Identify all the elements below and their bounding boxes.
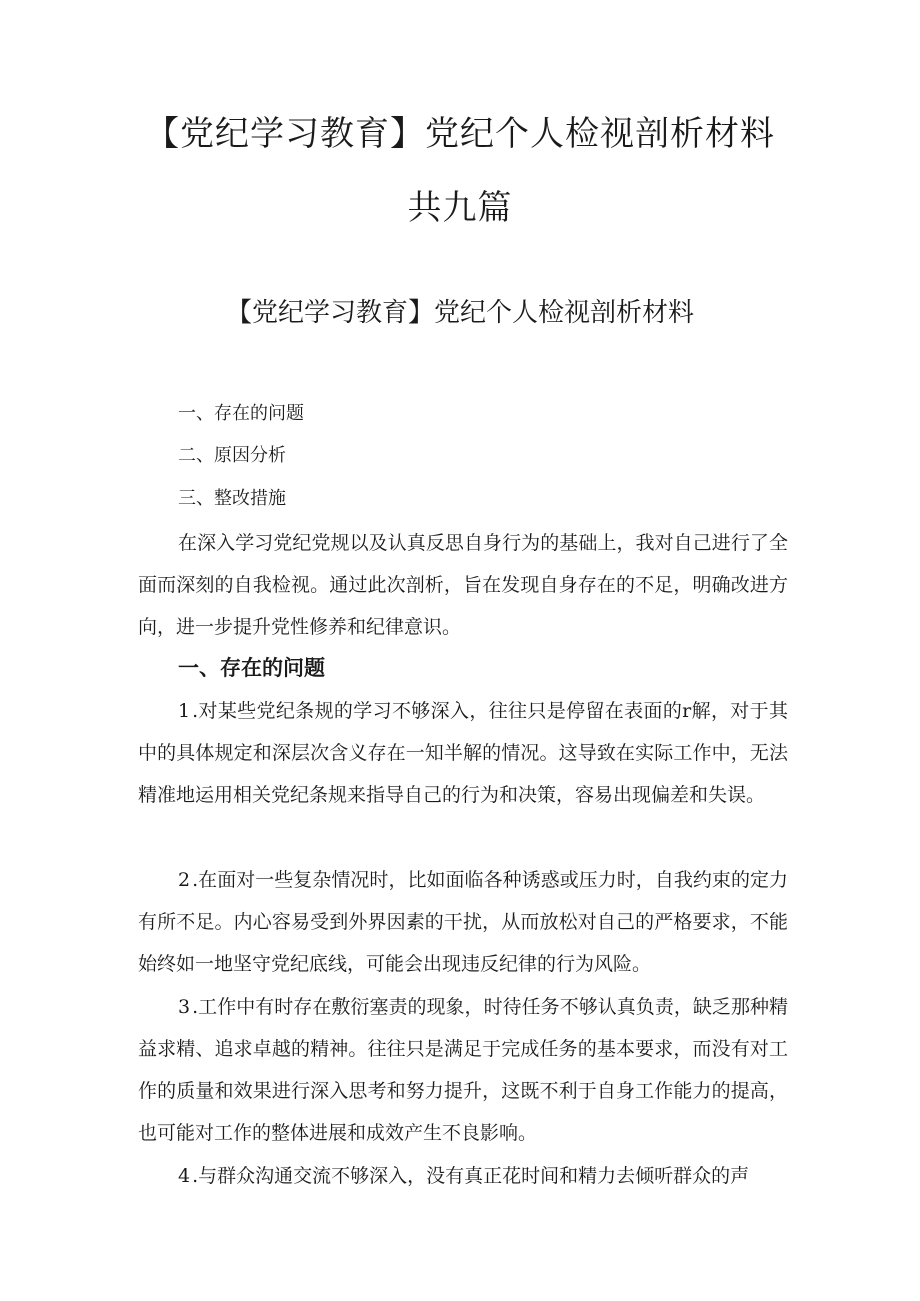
- item-number: 2: [178, 869, 191, 891]
- toc-item-rectification: 三、整改措施: [178, 488, 286, 509]
- problem-item-2: [138, 859, 788, 985]
- toc-item-cause-analysis: 二、原因分析: [178, 445, 286, 466]
- item-text: .对某些党纪条规的学习不够深入，往往只是停留在表面的r解，对于其中的具体规定和深层次含义存在一知半解的情况。这导致在实际工作中，无法精准地运用相关党纪条规来指导自己的行为和决策，容易出现偏差和失误。: [138, 700, 788, 806]
- item-text: .在面对一些复杂情况时，比如面临各种诱惑或压力时，自我约束的定力有所不足。内心容易受到外界因素的干扰，从而放松对自己的严格要求，不能始终如一地坚守党纪底线，可能会出现违反纪律的行为风险。: [138, 869, 788, 975]
- intro-paragraph: 在深入学习党纪党规以及认真反思自身行为的基础上，我对自己进行了全面而深刻的自我检视。通过此次剖析，旨在发现自身存在的不足，明确改进方向，进一步提升党性修养和纪律意识。: [138, 532, 788, 638]
- problem-item-1: [138, 690, 788, 816]
- item-number: 4: [178, 1165, 191, 1187]
- toc-item-problems: 一、存在的问题: [178, 403, 304, 424]
- item-text: .工作中有时存在敷衍塞责的现象，时待任务不够认真负责，缺乏那种精益求精、追求卓越的精神。往往只是满足于完成任务的基本要求，而没有对工作的质量和效果进行深入思考和努力提升，这既不利于自身工作能力的提高，也可能对工作的整体进展和成效产生不良影响。: [138, 996, 788, 1144]
- document-title-line-2: 共九篇: [407, 188, 513, 228]
- problem-item-3: [138, 986, 788, 1154]
- section-heading-problems: 一、存在的问题: [178, 656, 325, 680]
- problem-item-4: [138, 1155, 788, 1197]
- item-text: .与群众沟通交流不够深入，没有真正花时间和精力去倾听群众的声: [192, 1165, 750, 1187]
- item-number: 3: [178, 996, 191, 1018]
- document-title-line-1: 【党纪学习教育】党纪个人检视剖析材料: [145, 114, 775, 154]
- article-title: 【党纪学习教育】党纪个人检视剖析材料: [225, 298, 694, 328]
- item-number: 1: [178, 700, 191, 722]
